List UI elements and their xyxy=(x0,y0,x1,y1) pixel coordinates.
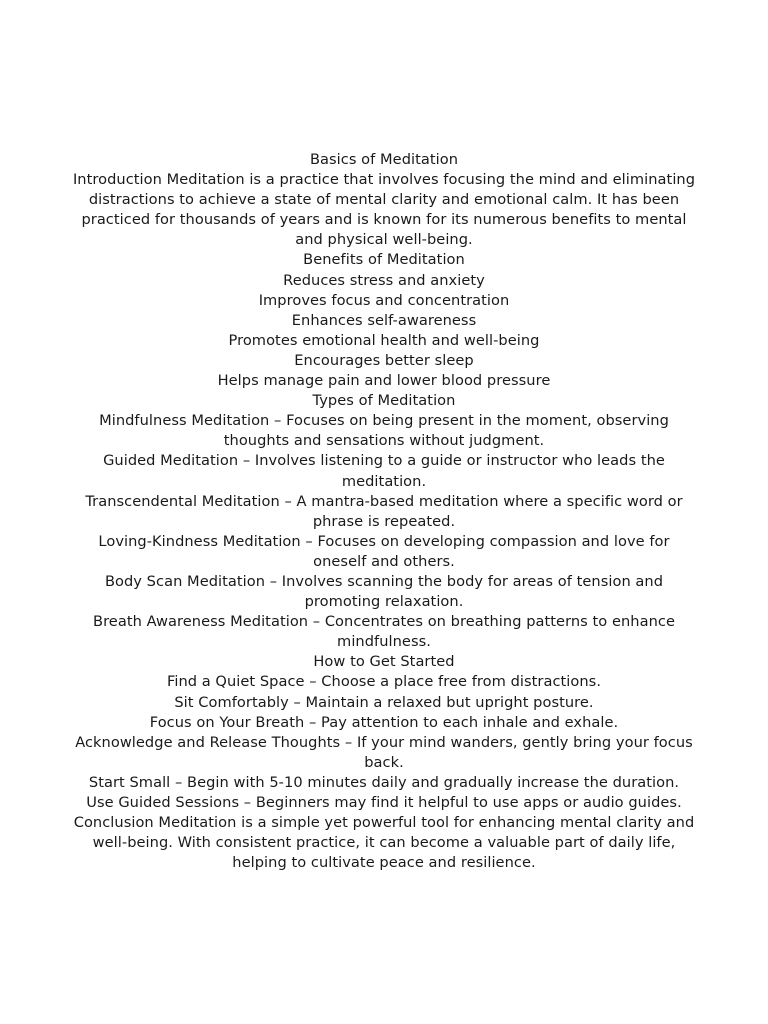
benefit-item: Encourages better sleep xyxy=(294,351,474,369)
document-body xyxy=(72,150,696,873)
getting-started-item: Focus on Your Breath – Pay attention to each inhale and exhale. xyxy=(149,713,619,731)
benefits-heading: Benefits of Meditation xyxy=(303,251,465,269)
type-item: Mindfulness Meditation – Focuses on being present in the moment, observing thoughts and sensations without judgment. xyxy=(99,412,669,450)
getting-started-item: Use Guided Sessions – Beginners may find it helpful to use apps or audio guides. xyxy=(86,794,682,811)
getting-started-item: Find a Quiet Space – Choose a place free from distractions. xyxy=(166,673,602,691)
getting-started-item: Sit Comfortably – Maintain a relaxed but upright posture. xyxy=(174,693,594,711)
benefit-item: Helps manage pain and lower blood pressure xyxy=(217,372,551,390)
type-item: Loving-Kindness Meditation – Focuses on developing compassion and love for oneself and others. xyxy=(98,532,670,570)
type-item: Guided Meditation – Involves listening to a guide or instructor who leads the meditation. xyxy=(103,452,665,490)
type-item: Breath Awareness Meditation – Concentrates on breathing patterns to enhance mindfulness. xyxy=(93,613,675,651)
type-item: Transcendental Meditation – A mantra-based meditation where a specific word or phrase is repeated. xyxy=(85,492,683,530)
types-heading: Types of Meditation xyxy=(312,392,456,410)
getting-started-item: Start Small – Begin with 5-10 minutes daily and gradually increase the duration. xyxy=(88,773,680,791)
conclusion-paragraph: Conclusion Meditation is a simple yet powerful tool for enhancing mental clarity and well-being. With consistent practice, it can become a valuable part of daily life, helping to cultivate peace and resilience. xyxy=(73,814,695,872)
introduction-paragraph: Introduction Meditation is a practice that involves focusing the mind and eliminating distractions to achieve a state of mental clarity and emotional calm. It has been practiced for thousands of years and is known for its numerous benefits to mental and physical well-being. xyxy=(72,171,696,249)
benefit-item: Reduces stress and anxiety xyxy=(283,271,485,289)
getting-started-item: Acknowledge and Release Thoughts – If your mind wanders, gently bring your focus back. xyxy=(75,733,693,771)
benefit-item: Enhances self-awareness xyxy=(291,311,477,329)
benefit-item: Improves focus and concentration xyxy=(258,291,510,309)
benefit-item: Promotes emotional health and well-being xyxy=(228,331,540,349)
document-title: Basics of Meditation xyxy=(309,151,459,168)
type-item: Body Scan Meditation – Involves scanning the body for areas of tension and promoting relaxation. xyxy=(104,572,664,611)
getting-started-heading: How to Get Started xyxy=(313,653,455,671)
